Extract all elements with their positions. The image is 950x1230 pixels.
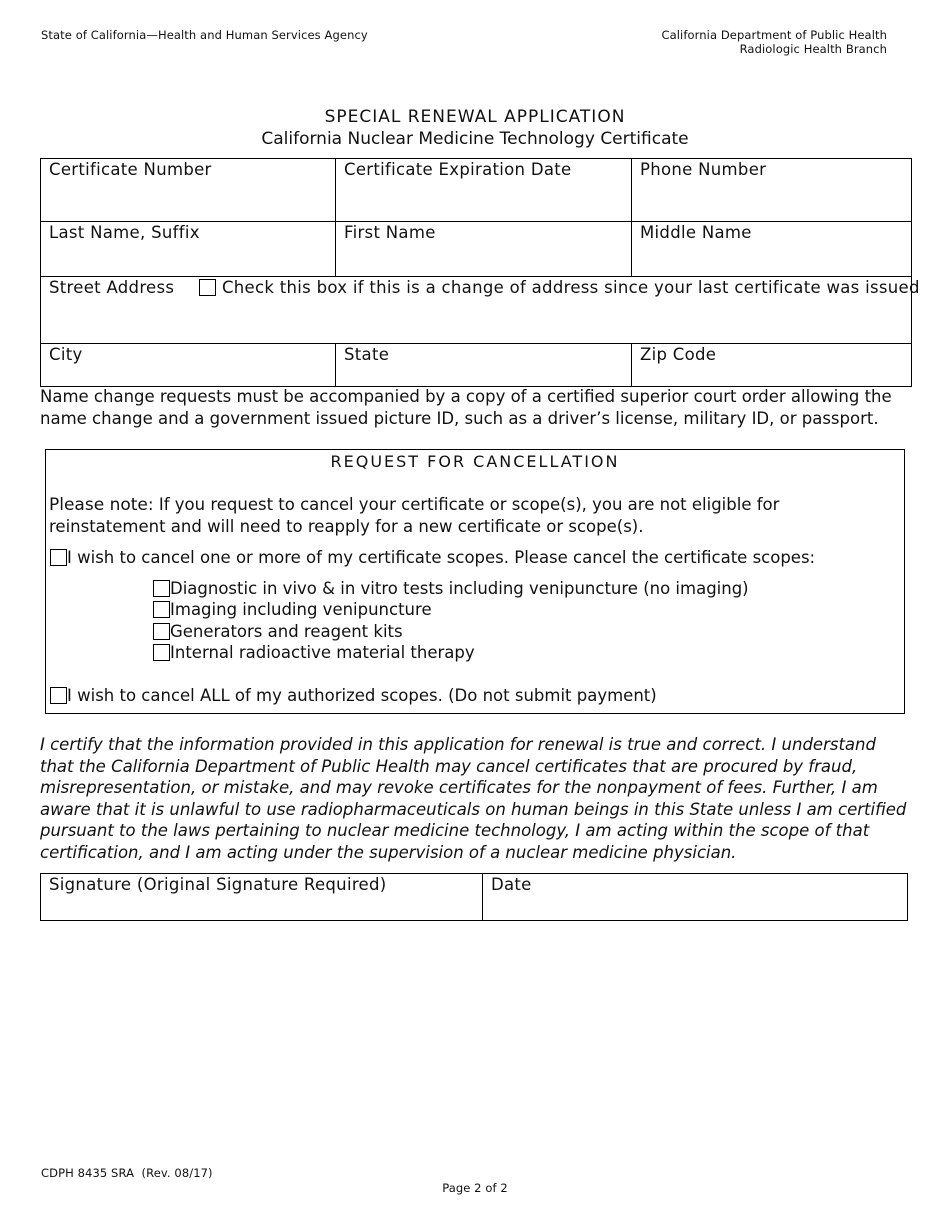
agency-header: State of California—Health and Human Services Agency bbox=[41, 28, 368, 42]
first-name-label: First Name bbox=[344, 223, 436, 242]
first-name-field[interactable] bbox=[336, 222, 632, 277]
street-address-field[interactable] bbox=[41, 277, 920, 344]
zip-code-label: Zip Code bbox=[640, 345, 717, 364]
branch-name: Radiologic Health Branch bbox=[739, 42, 887, 56]
address-change-label: Check this box if this is a change of address since your last certificate was issued bbox=[221, 278, 920, 297]
scope-label: Diagnostic in vivo & in vitro tests including venipuncture (no imaging) bbox=[170, 579, 749, 598]
scope-checkbox-therapy[interactable] bbox=[153, 644, 170, 661]
last-name-label: Last Name, Suffix bbox=[49, 223, 200, 242]
last-name-field[interactable] bbox=[41, 222, 336, 277]
scope-option[interactable] bbox=[153, 642, 475, 663]
cancel-all-option[interactable] bbox=[50, 685, 657, 706]
certificate-number-label: Certificate Number bbox=[49, 160, 212, 179]
scope-checkbox-imaging[interactable] bbox=[153, 601, 170, 618]
state-field[interactable] bbox=[336, 344, 632, 387]
scope-option[interactable] bbox=[153, 599, 432, 620]
signature-field[interactable] bbox=[41, 874, 483, 921]
middle-name-field[interactable] bbox=[632, 222, 912, 277]
scope-option[interactable] bbox=[153, 621, 403, 642]
applicant-info-table bbox=[40, 158, 920, 387]
name-change-notice: Name change requests must be accompanied by a copy of a certified superior court order allowing the name change and a government issued picture ID, such as a driver’s license, military ID, or passport. bbox=[40, 387, 892, 428]
certification-statement: I certify that the information provided in this application for renewal is true and correct. I understand that the California Department of Public Health may cancel certificates that are procured by fraud, misrepresentation, or mistake, and may revoke certificates for the nonpayment of fees. Further, I am aware that it is unlawful to use radiopharmaceuticals on human beings in this State unless I am certified pursuant to the laws pertaining to nuclear medicine technology, I am acting within the scope of that certification, and I am acting under the supervision of a nuclear medicine physician. bbox=[40, 735, 907, 862]
date-field[interactable] bbox=[483, 874, 908, 921]
city-label: City bbox=[49, 345, 83, 364]
address-change-checkbox[interactable] bbox=[199, 279, 216, 296]
form-title-sub: California Nuclear Medicine Technology Certificate bbox=[261, 129, 689, 149]
note-label: Please note: bbox=[49, 495, 154, 515]
signature-label: Signature (Original Signature Required) bbox=[49, 875, 387, 894]
scope-label: Generators and reagent kits bbox=[170, 622, 403, 641]
cancellation-note bbox=[49, 494, 901, 538]
cancellation-section bbox=[45, 449, 905, 714]
department-header bbox=[661, 28, 887, 56]
scope-label: Imaging including venipuncture bbox=[170, 600, 432, 619]
form-title bbox=[0, 106, 950, 150]
cancel-all-checkbox[interactable] bbox=[50, 687, 67, 704]
form-title-main: SPECIAL RENEWAL APPLICATION bbox=[324, 107, 626, 127]
cancel-all-label: I wish to cancel ALL of my authorized scopes. (Do not submit payment) bbox=[67, 686, 657, 705]
cancel-some-checkbox[interactable] bbox=[50, 549, 67, 566]
note-text: If you request to cancel your certificate or scope(s), you are not eligible for reinstatement and will need to reapply for a new certificate or scope(s). bbox=[49, 495, 780, 536]
cancellation-title: REQUEST FOR CANCELLATION bbox=[330, 452, 620, 471]
street-address-label: Street Address bbox=[49, 278, 175, 297]
date-label: Date bbox=[491, 875, 532, 894]
zip-code-field[interactable] bbox=[632, 344, 912, 387]
cancel-some-label: I wish to cancel one or more of my certificate scopes. Please cancel the certificate scopes: bbox=[67, 548, 816, 567]
page-number: Page 2 of 2 bbox=[442, 1181, 508, 1195]
phone-number-label: Phone Number bbox=[640, 160, 767, 179]
form-id: CDPH 8435 SRA (Rev. 08/17) bbox=[41, 1166, 213, 1180]
scope-label: Internal radioactive material therapy bbox=[170, 643, 475, 662]
middle-name-label: Middle Name bbox=[640, 223, 752, 242]
scope-checkbox-diagnostic[interactable] bbox=[153, 580, 170, 597]
signature-table bbox=[40, 873, 908, 921]
scope-checkbox-generators[interactable] bbox=[153, 623, 170, 640]
city-field[interactable] bbox=[41, 344, 336, 387]
state-label: State bbox=[344, 345, 390, 364]
department-name: California Department of Public Health bbox=[661, 28, 887, 42]
certificate-number-field[interactable] bbox=[41, 159, 336, 222]
scope-option[interactable] bbox=[153, 578, 749, 599]
expiration-date-field[interactable] bbox=[336, 159, 632, 222]
cancel-some-option[interactable] bbox=[50, 547, 815, 568]
phone-number-field[interactable] bbox=[632, 159, 912, 222]
expiration-date-label: Certificate Expiration Date bbox=[344, 160, 572, 179]
